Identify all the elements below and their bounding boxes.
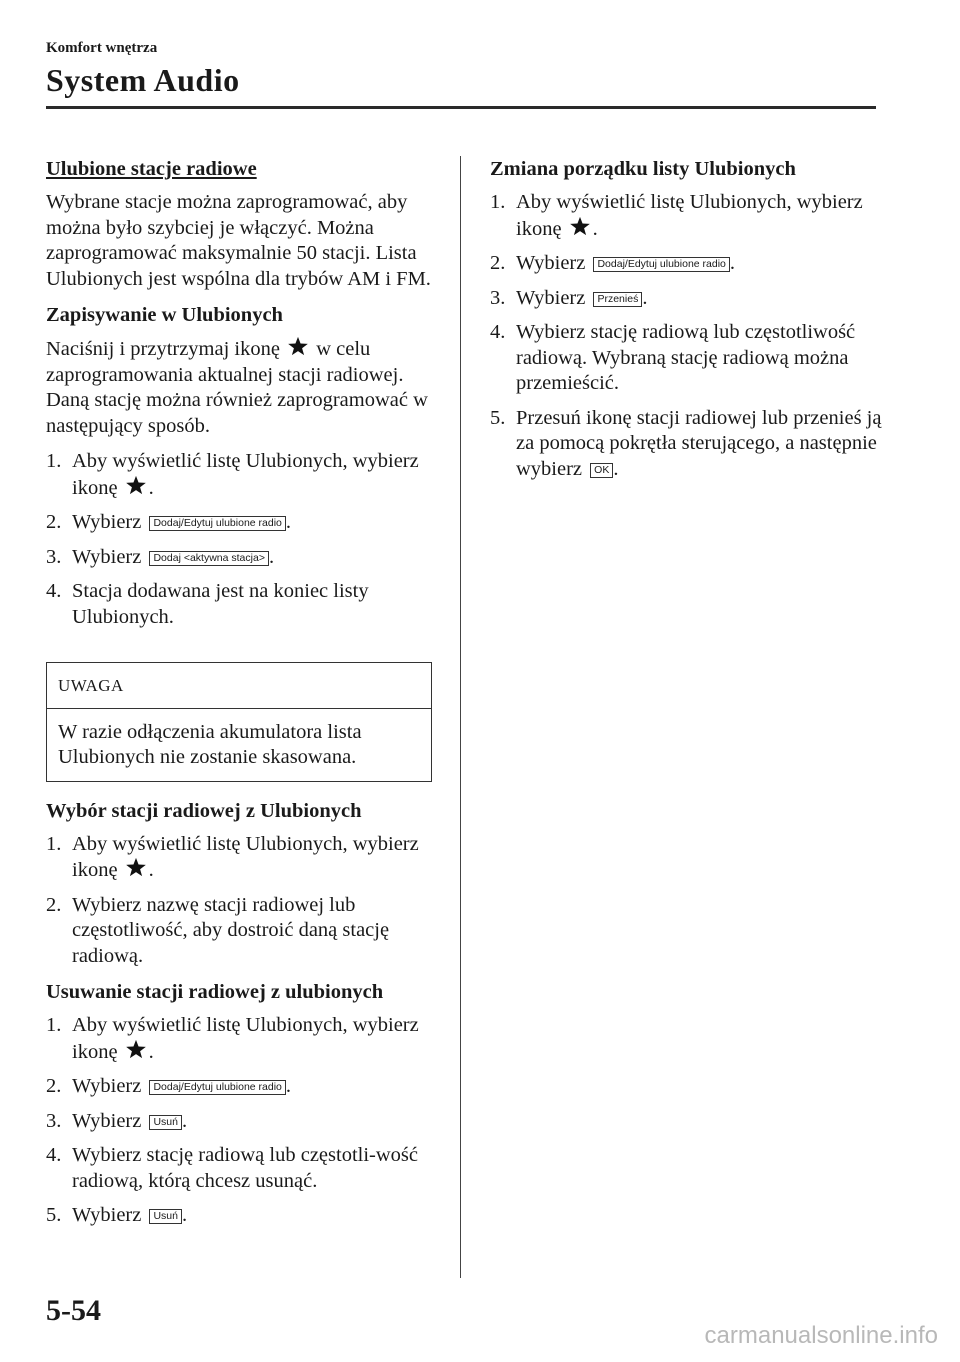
step-punct: . <box>148 476 154 499</box>
list-item <box>46 510 431 536</box>
favorites-intro: Wybrane stacje można zaprogramować, aby można było szybciej je włączyć. Można zaprogramować maksymalnie 50 stacji. Lista Ulubionych jest wspólna dla trybów AM i FM. <box>46 191 431 290</box>
note-box <box>46 662 432 782</box>
step-number: 2. <box>46 1075 62 1097</box>
save-intro-end: w celu zaprogramowania aktualnej stacji radiowej. Daną stację można również zaprogramować w następujący sposób. <box>46 338 428 437</box>
step-punct: . <box>285 511 292 533</box>
step-number: 3. <box>490 286 506 309</box>
page-title: System Audio <box>46 62 240 98</box>
step-text: Aby wyświetlić listę Ulubionych, wybierz ikonę <box>72 832 419 881</box>
step-text: Wybierz <box>516 286 586 309</box>
section-label: Komfort wnętrza <box>46 40 158 56</box>
step-number: 2. <box>46 893 62 916</box>
step-text: Stacja dodawana jest na koniec listy Ulubionych. <box>72 580 369 628</box>
star-icon <box>569 216 591 236</box>
list-item <box>490 190 890 242</box>
list-item <box>490 406 890 483</box>
add-edit-favorites-button: Dodaj/Edytuj ulubione radio <box>149 516 285 531</box>
right-column <box>490 156 890 492</box>
step-text: Wybierz <box>72 1109 142 1132</box>
reorder-heading: Zmiana porządku listy Ulubionych <box>490 158 796 180</box>
step-punct: . <box>613 457 619 480</box>
step-number: 5. <box>490 406 506 429</box>
reorder-steps <box>490 190 890 482</box>
select-steps <box>46 832 431 970</box>
page-number: 5-54 <box>46 1294 101 1327</box>
step-punct: . <box>268 545 275 568</box>
add-edit-favorites-button: Dodaj/Edytuj ulubione radio <box>593 257 729 272</box>
step-text: Wybierz <box>516 252 586 274</box>
note-body: W razie odłączenia akumulatora lista Ulubionych nie zostanie skasowana. <box>58 720 362 768</box>
select-heading: Wybór stacji radiowej z Ulubionych <box>46 799 362 822</box>
step-text: Wybierz <box>72 511 142 533</box>
step-text: Aby wyświetlić listę Ulubionych, wybierz ikonę <box>72 1014 419 1063</box>
step-text: Aby wyświetlić listę Ulubionych, wybierz ikonę <box>516 191 863 240</box>
list-item <box>46 1074 431 1100</box>
list-item <box>490 251 890 277</box>
list-item <box>46 1013 431 1065</box>
step-text: Aby wyświetlić listę Ulubionych, wybierz ikonę <box>72 450 419 499</box>
star-icon <box>287 336 309 356</box>
step-number: 4. <box>46 580 62 602</box>
step-punct: . <box>148 859 154 881</box>
list-item <box>46 1109 431 1135</box>
favorites-heading: Ulubione stacje radiowe <box>46 158 257 180</box>
step-punct: . <box>181 1204 188 1226</box>
list-item <box>46 449 431 501</box>
step-punct: . <box>729 252 736 274</box>
save-heading: Zapisywanie w Ulubionych <box>46 304 283 326</box>
list-item <box>490 320 890 397</box>
save-intro-start: Naciśnij i przytrzymaj ikonę <box>46 338 280 360</box>
step-number: 4. <box>490 321 506 343</box>
note-heading: UWAGA <box>47 663 431 709</box>
step-punct: . <box>642 286 648 309</box>
step-number: 1. <box>46 450 62 472</box>
title-rule <box>46 106 876 109</box>
step-text: Wybierz nazwę stacji radiowej lub częstotliwość, aby dostroić daną stację radiową. <box>72 893 390 967</box>
step-punct: . <box>592 217 598 240</box>
move-button: Przenieś <box>593 292 642 307</box>
step-number: 4. <box>46 1144 62 1166</box>
step-text: Wybierz <box>72 1075 142 1097</box>
step-number: 3. <box>46 545 62 568</box>
add-edit-favorites-button: Dodaj/Edytuj ulubione radio <box>149 1080 285 1095</box>
step-number: 3. <box>46 1109 62 1132</box>
delete-button: Usuń <box>149 1115 182 1130</box>
list-item <box>46 545 431 571</box>
step-number: 2. <box>490 252 506 274</box>
list-item <box>490 286 890 312</box>
step-number: 1. <box>46 1014 62 1036</box>
step-text: Wybierz stację radiową lub częstotliwość radiową. Wybraną stację radiową można przemieścić. <box>516 321 856 394</box>
ok-button: OK <box>590 463 613 478</box>
star-icon <box>125 1039 147 1059</box>
list-item <box>46 893 431 970</box>
step-text: Wybierz stację radiową lub częstotli-wość radiową, którą chcesz usunąć. <box>72 1144 418 1192</box>
save-intro <box>46 336 431 439</box>
list-item <box>46 1203 431 1229</box>
step-number: 2. <box>46 511 62 533</box>
step-number: 1. <box>490 191 506 213</box>
save-steps <box>46 449 431 630</box>
add-active-station-button: Dodaj <aktywna stacja> <box>149 551 268 566</box>
step-number: 1. <box>46 832 62 855</box>
step-text: Wybierz <box>72 545 142 568</box>
step-punct: . <box>148 1040 154 1063</box>
column-divider <box>460 156 461 1278</box>
watermark: carmanualsonline.info <box>704 1322 938 1349</box>
step-number: 5. <box>46 1204 62 1226</box>
step-punct: . <box>181 1109 188 1132</box>
step-punct: . <box>285 1075 292 1097</box>
delete-steps <box>46 1013 431 1229</box>
star-icon <box>125 857 147 877</box>
delete-button: Usuń <box>149 1209 182 1224</box>
list-item <box>46 832 431 884</box>
left-column <box>46 156 431 1239</box>
step-text: Przesuń ikonę stacji radiowej lub przenieś ją za pomocą pokrętła sterującego, a następnie wybierz <box>516 406 882 480</box>
list-item <box>46 579 431 630</box>
step-text: Wybierz <box>72 1204 142 1226</box>
star-icon <box>125 475 147 495</box>
list-item <box>46 1143 431 1194</box>
delete-heading: Usuwanie stacji radiowej z ulubionych <box>46 981 384 1003</box>
